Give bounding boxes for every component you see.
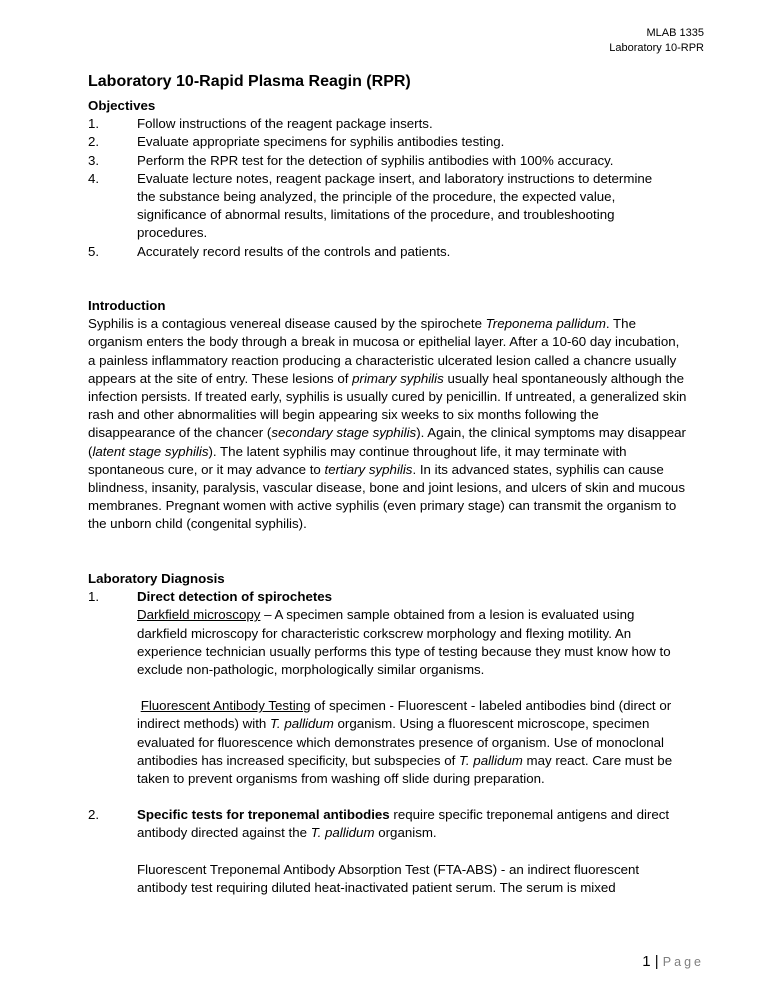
list-item: 3. Perform the RPR test for the detection of syphilis antibodies with 100% accuracy.	[88, 152, 614, 168]
diagnosis-section	[88, 570, 688, 897]
page-title: Laboratory 10-Rapid Plasma Reagin (RPR)	[88, 73, 411, 90]
darkfield-paragraph: Darkfield microscopy – A specimen sample obtained from a lesion is evaluated using darkfield microscopy for characteristic corkscrew morphology and flexing motility. An experience technician usually performs this type of testing because they must know how to exclude non-pathologic, morphologically similar organisms.	[137, 607, 671, 678]
introduction-paragraph: Syphilis is a contagious venereal disease caused by the spirochete Treponema pallidum. The organism enters the body through a break in mucosa or epithelial layer. After a 10-60 day incubation, a painless inflammatory reaction producing a characteristic ulcerated lesion called a chancre usually appears at the site of entry. These lesions of primary syphilis usually heal spontaneously although the infection persists. If treated early, syphilis is usually cured by penicillin. If untreated, a generalized skin rash and other abnormalities will begin appearing six weeks to six months following the disappearance of the chancer (secondary stage syphilis). Again, the clinical symptoms may disappear (latent stage syphilis). The latent syphilis may continue throughout life, it may terminate with spontaneous cure, or it may advance to tertiary syphilis. In its advanced states, syphilis can cause blindness, insanity, paralysis, vascular disease, bone and joint lesions, and ulcers of skin and mucous membranes. Pregnant women with active syphilis (even primary stage) can transmit the organism to the unborn child (congenital syphilis).	[88, 316, 687, 532]
list-item: 2. Evaluate appropriate specimens for syphilis antibodies testing.	[88, 134, 505, 150]
fluorescent-antibody-paragraph: Fluorescent Antibody Testing of specimen - Fluorescent - labeled antibodies bind (direct or indirect methods) with T. pallidum organism. Using a fluorescent microscope, specimen evaluated for fluorescence which demonstrates presence of organism. Use of monoclonal antibodies has increased specificity, but subspecies of T. pallidum may react. Care must be taken to prevent organisms from washing off slide during preparation.	[137, 698, 673, 787]
page-separator: |	[650, 953, 663, 970]
direct-detection-heading: Direct detection of spirochetes	[137, 589, 333, 605]
page-number: 1	[642, 953, 651, 970]
page-footer	[642, 953, 704, 970]
header-lab: Laboratory 10-RPR	[609, 42, 704, 54]
objectives-heading: Objectives	[88, 98, 156, 113]
diagnosis-heading: Laboratory Diagnosis	[88, 571, 225, 586]
list-item: 4. Evaluate lecture notes, reagent package insert, and laboratory instructions to determine the substance being analyzed, the principle of the procedure, the expected value, significance of abnormal results, limitations of the procedure, and troubleshooting procedures.	[88, 170, 653, 241]
header-course: MLAB 1335	[646, 27, 704, 39]
introduction-heading: Introduction	[88, 298, 166, 313]
list-item: 1. Follow instructions of the reagent package inserts.	[88, 116, 433, 132]
diagnosis-item-2: 2. Specific tests for treponemal antibodies require specific treponemal antigens and direct antibody directed against the T. pallidum organism. Fluorescent Treponemal Antibody Absorption Test (FTA-ABS) - an indirect fluorescent antibody test requiring diluted heat-inactivated patient serum. The serum is mixed	[88, 806, 688, 897]
diagnosis-item-1: 1. Direct detection of spirochetes Darkfield microscopy – A specimen sample obtained from a lesion is evaluated using darkfield microscopy for characteristic corkscrew morphology and flexing motility. An experience technician usually performs this type of testing because they must know how to exclude non-pathologic, morphologically similar organisms. Fluorescent Antibody Testing of specimen - Fluorescent - labeled antibodies bind (direct or indirect methods) with T. pallidum organism. Using a fluorescent microscope, specimen evaluated for fluorescence which demonstrates presence of organism. Use of monoclonal antibodies has increased specificity, but subspecies of T. pallidum may react. Care must be taken to prevent organisms from washing off slide during preparation.	[88, 588, 688, 788]
objectives-section	[88, 97, 688, 261]
fta-abs-paragraph: Fluorescent Treponemal Antibody Absorption Test (FTA-ABS) - an indirect fluorescent antibody test requiring diluted heat-inactivated patient serum. The serum is mixed	[137, 861, 640, 895]
page-label: Page	[662, 955, 704, 969]
list-item: 5. Accurately record results of the controls and patients.	[88, 243, 451, 259]
objectives-list	[88, 115, 688, 261]
treponemal-paragraph: Specific tests for treponemal antibodies require specific treponemal antigens and direct antibody directed against the T. pallidum organism.	[137, 807, 670, 841]
introduction-section	[88, 297, 688, 534]
